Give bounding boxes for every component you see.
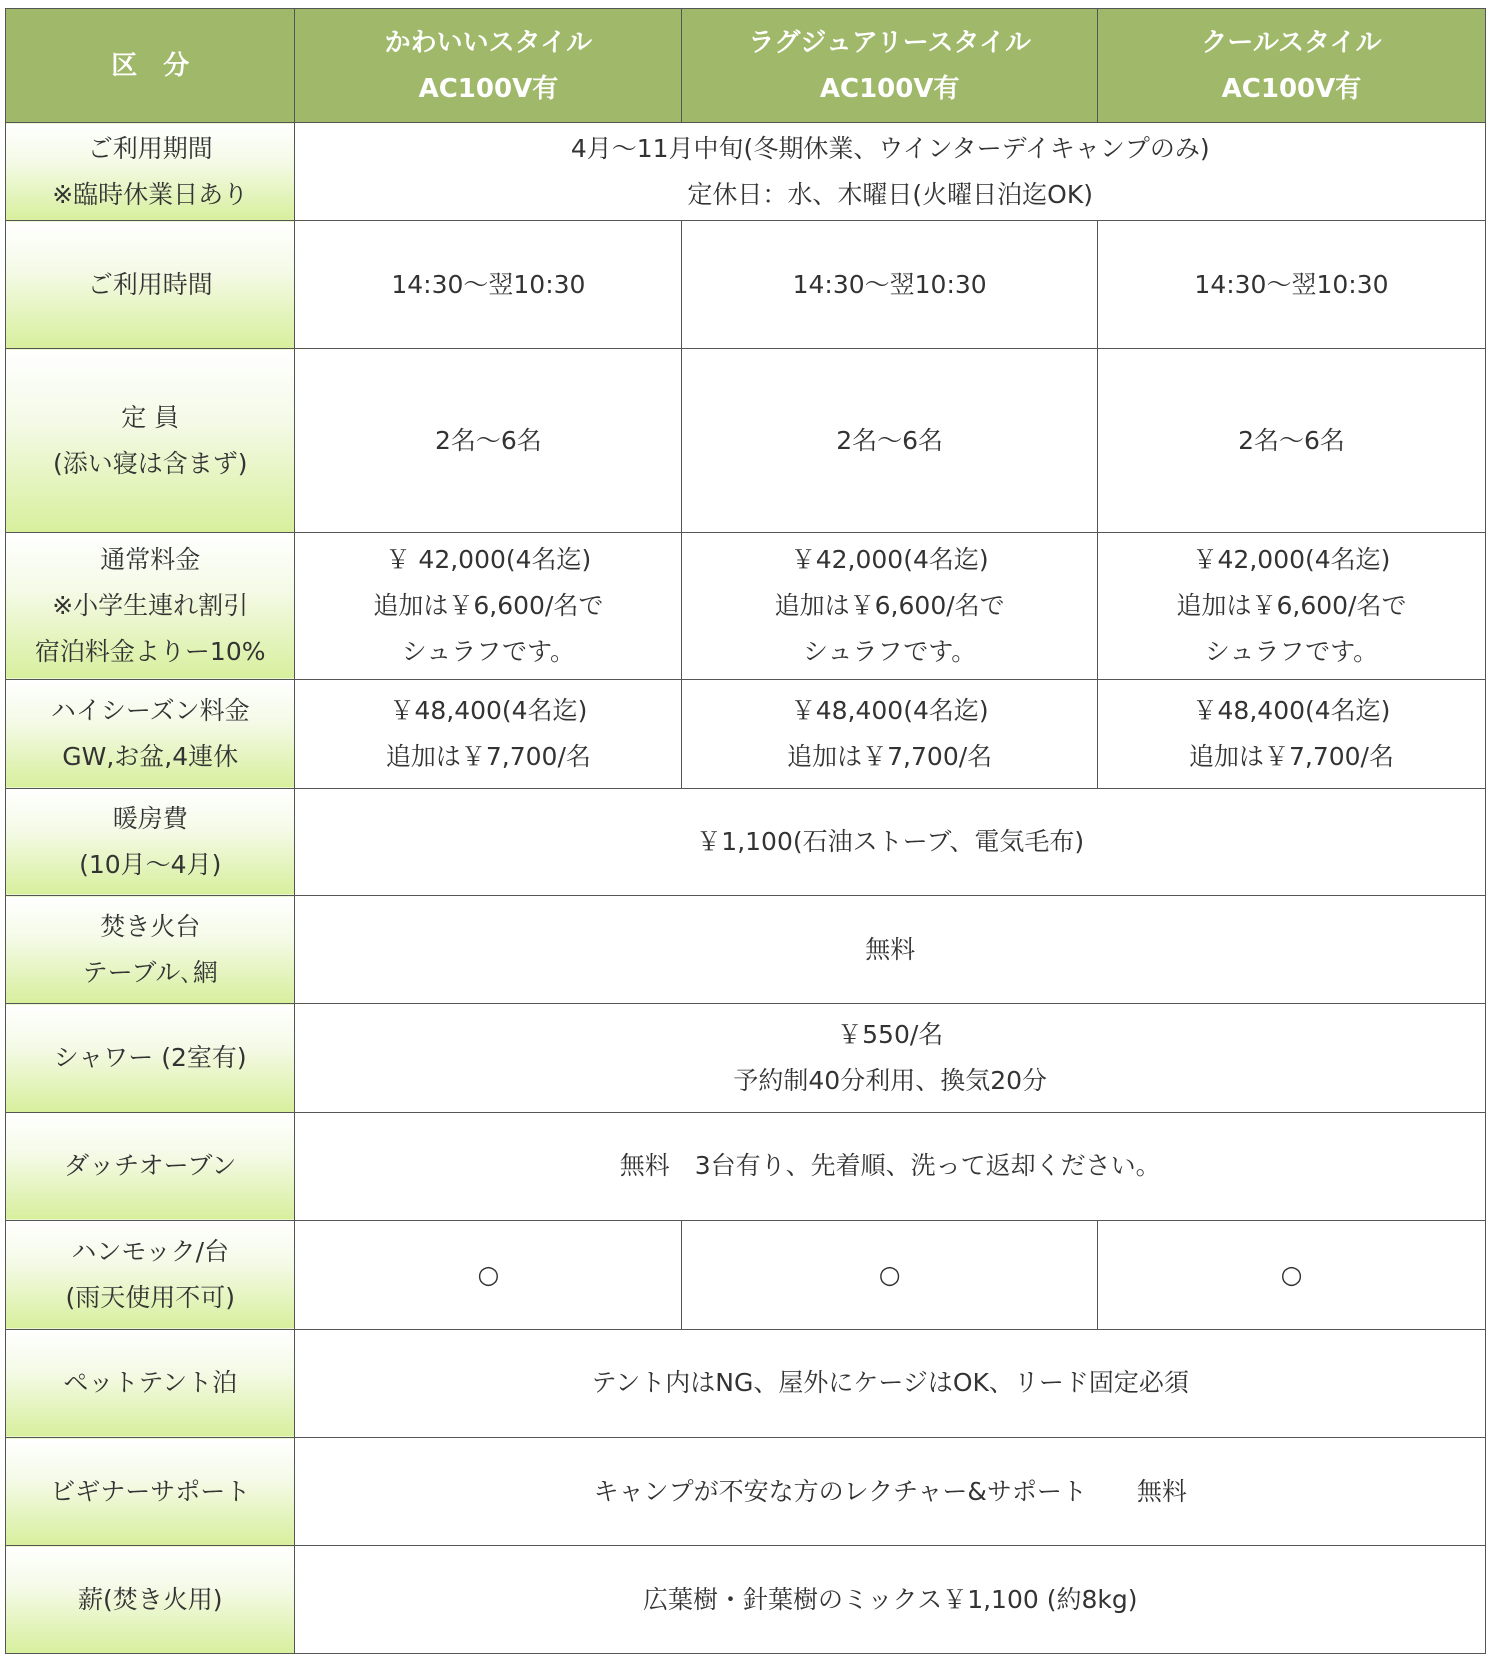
row-label-line: ご利用期間 xyxy=(87,133,213,163)
value-line: ￥1,100(石油ストーブ、電気毛布) xyxy=(696,827,1085,856)
value-cell xyxy=(295,349,682,533)
value-line: 追加は￥6,600/名で xyxy=(373,590,604,620)
header-category: 区 分 xyxy=(6,9,295,123)
table-row xyxy=(6,896,1486,1004)
value-line: ￥48,400(4名迄) xyxy=(1192,695,1391,725)
header-style-luxury: ラグジュアリースタイル AC100V有 xyxy=(682,9,1098,123)
value-line: 無料 3台有り、先着順、洗って返却ください。 xyxy=(619,1151,1161,1181)
header-style-cool: クールスタイル AC100V有 xyxy=(1097,9,1485,123)
value-line: 2名～6名 xyxy=(434,425,542,455)
merged-value-cell xyxy=(295,1004,1486,1113)
value-line: 2名～6名 xyxy=(836,425,944,455)
value-line: ￥48,400(4名迄) xyxy=(790,695,989,725)
value-line: 14:30～翌10:30 xyxy=(792,269,987,299)
table-row xyxy=(6,1220,1486,1329)
value-cell xyxy=(682,221,1098,349)
value-line: ○ xyxy=(1280,1259,1303,1289)
value-cell xyxy=(295,532,682,679)
table-row xyxy=(6,123,1486,221)
value-line: 追加は￥7,700/名 xyxy=(385,741,591,771)
row-label xyxy=(6,1438,295,1546)
value-line: 定休日：水、木曜日(火曜日泊迄OK) xyxy=(687,179,1093,209)
pricing-table xyxy=(5,8,1486,1654)
value-line: 追加は￥6,600/名で xyxy=(774,590,1005,620)
value-cell xyxy=(295,1220,682,1329)
row-label-line: ※臨時休業日あり xyxy=(52,179,249,209)
value-line: 追加は￥7,700/名 xyxy=(787,741,993,771)
row-label xyxy=(6,1329,295,1438)
value-line: 無料 xyxy=(865,934,916,964)
row-label xyxy=(6,1112,295,1220)
value-line: キャンプが不安な方のレクチャー&サポート 無料 xyxy=(593,1476,1187,1506)
row-label-line: 通常料金 xyxy=(100,544,201,574)
row-label-line: 暖房費 xyxy=(112,804,188,833)
row-label-line: ハンモック/台 xyxy=(71,1236,230,1266)
row-label xyxy=(6,1220,295,1329)
row-label-line: GW,お盆,4連休 xyxy=(62,741,239,771)
value-cell xyxy=(1097,1220,1485,1329)
merged-value-cell xyxy=(295,788,1486,896)
value-line: 4月～11月中旬(冬期休業、ウインターデイキャンプのみ) xyxy=(570,133,1210,163)
merged-value-cell xyxy=(295,896,1486,1004)
table-row xyxy=(6,679,1486,788)
merged-value-cell xyxy=(295,1546,1486,1654)
row-label xyxy=(6,123,295,221)
value-line: シュラフです。 xyxy=(1204,636,1379,666)
value-cell xyxy=(682,1220,1098,1329)
value-line: シュラフです。 xyxy=(803,636,977,666)
value-line: ￥42,000(4名迄) xyxy=(790,544,989,574)
table-row xyxy=(6,1329,1486,1438)
row-label-line: ご利用時間 xyxy=(87,269,213,299)
merged-value-cell xyxy=(295,1438,1486,1546)
value-line: 14:30～翌10:30 xyxy=(1194,269,1389,299)
table-row xyxy=(6,532,1486,679)
value-line: テント内はNG、屋外にケージはOK、リード固定必須 xyxy=(591,1368,1189,1398)
value-line: 追加は￥6,600/名で xyxy=(1176,590,1407,620)
value-line: ○ xyxy=(878,1259,901,1289)
value-line: 予約制40分利用、換気20分 xyxy=(733,1066,1048,1096)
value-line: ○ xyxy=(477,1259,500,1289)
row-label xyxy=(6,679,295,788)
row-label-line: (雨天使用不可) xyxy=(65,1282,235,1312)
value-cell xyxy=(295,679,682,788)
value-cell xyxy=(1097,221,1485,349)
value-line: ￥550/名 xyxy=(837,1020,944,1050)
table-row xyxy=(6,349,1486,533)
row-label-line: ハイシーズン料金 xyxy=(50,695,250,725)
value-line: ￥48,400(4名迄) xyxy=(389,695,588,725)
row-label-line: ダッチオーブン xyxy=(64,1151,237,1181)
value-cell xyxy=(1097,679,1485,788)
value-line: シュラフです。 xyxy=(401,636,576,666)
row-label-line: ペットテント泊 xyxy=(63,1368,238,1398)
value-cell xyxy=(682,349,1098,533)
table-row xyxy=(6,1004,1486,1113)
row-label-line: テーブル､網 xyxy=(82,957,218,987)
table-row xyxy=(6,1546,1486,1654)
table-row xyxy=(6,788,1486,896)
table-row xyxy=(6,1438,1486,1546)
row-label-line: ビギナーサポート xyxy=(50,1476,251,1506)
row-label-line: 定 員 xyxy=(121,402,180,432)
merged-value-cell xyxy=(295,123,1486,221)
row-label xyxy=(6,896,295,1004)
value-line: ￥ 42,000(4名迄) xyxy=(385,544,592,574)
row-label xyxy=(6,349,295,533)
value-line: 追加は￥7,700/名 xyxy=(1188,741,1394,771)
merged-value-cell xyxy=(295,1329,1486,1438)
value-line: 広葉樹・針葉樹のミックス￥1,100 (約8kg) xyxy=(642,1584,1138,1614)
row-label-line: (添い寝は含まず) xyxy=(52,448,248,478)
row-label xyxy=(6,221,295,349)
table-row xyxy=(6,1112,1486,1220)
value-cell xyxy=(682,532,1098,679)
value-cell xyxy=(1097,349,1485,533)
row-label-line: (10月～4月) xyxy=(79,850,222,879)
row-label xyxy=(6,788,295,896)
value-cell xyxy=(1097,532,1485,679)
value-cell xyxy=(295,221,682,349)
value-cell xyxy=(682,679,1098,788)
row-label xyxy=(6,1546,295,1654)
header-row xyxy=(6,9,1486,123)
row-label xyxy=(6,532,295,679)
row-label-line: 焚き火台 xyxy=(100,911,201,941)
table-row xyxy=(6,221,1486,349)
merged-value-cell xyxy=(295,1112,1486,1220)
row-label-line: ※小学生連れ割引 xyxy=(52,590,249,620)
value-line: 14:30～翌10:30 xyxy=(391,269,586,299)
value-line: 2名～6名 xyxy=(1238,425,1345,455)
row-label-line: 宿泊料金よりー10% xyxy=(34,636,266,666)
value-line: ￥42,000(4名迄) xyxy=(1192,544,1391,574)
row-label-line: シャワー (2室有) xyxy=(53,1043,247,1073)
row-label-line: 薪(焚き火用) xyxy=(77,1584,223,1614)
header-style-cute: かわいいスタイル AC100V有 xyxy=(295,9,682,123)
row-label xyxy=(6,1004,295,1113)
